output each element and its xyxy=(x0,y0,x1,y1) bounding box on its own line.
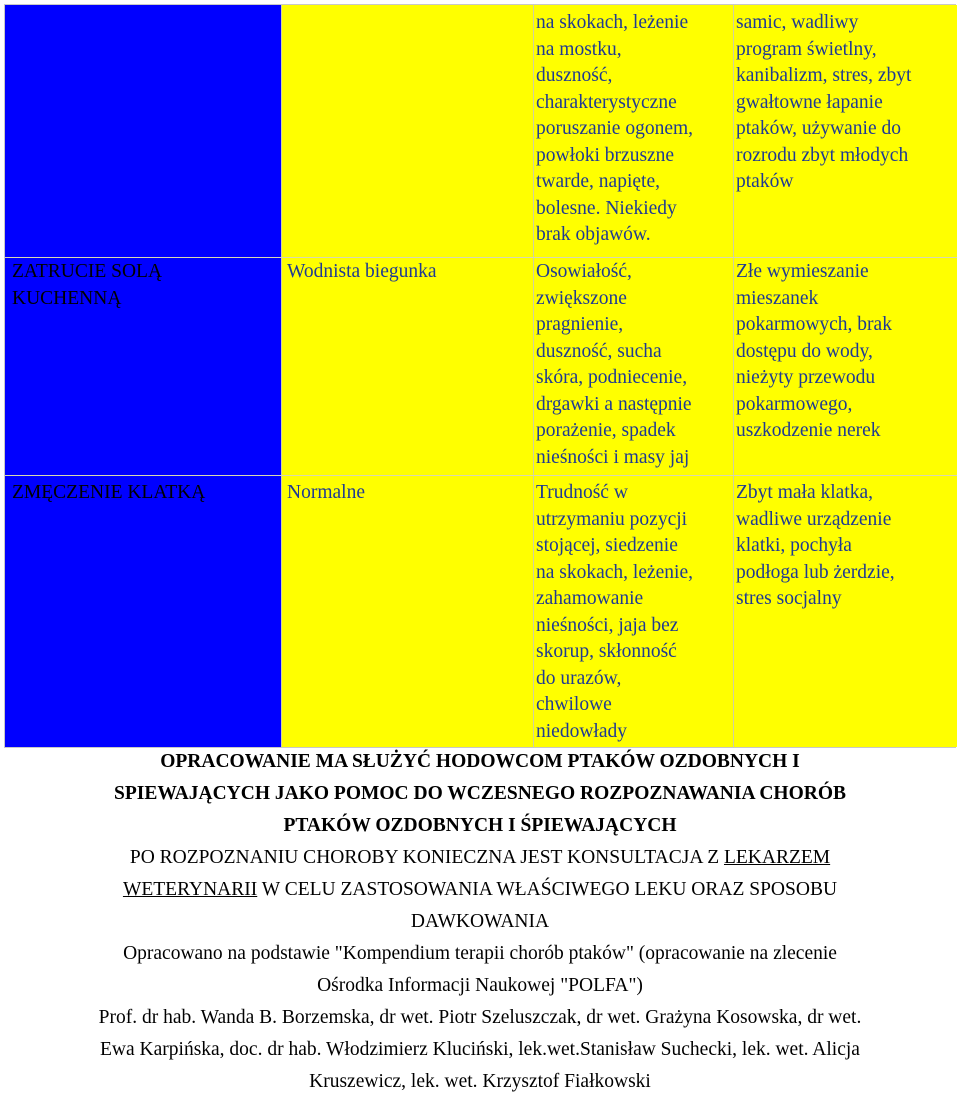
authors-line: Kruszewicz, lek. wet. Krzysztof Fiałkowski xyxy=(309,1071,651,1092)
droppings-column xyxy=(281,5,533,747)
purpose-line: PTAKÓW OZDOBNYCH I ŚPIEWAJĄCYCH xyxy=(283,815,677,836)
source-line: Ośrodka Informacji Naukowej "POLFA") xyxy=(317,975,643,996)
notice-text: PO ROZPOZNANIU CHOROBY KONIECZNA JEST KONSULTACJA Z xyxy=(129,847,724,868)
droppings-cell-cage-fatigue: Normalne xyxy=(287,482,365,503)
disease-table xyxy=(4,4,956,748)
vet-link[interactable]: WETERYNARII xyxy=(122,879,258,900)
authors-line: Prof. dr hab. Wanda B. Borzemska, dr wet. Piotr Szeluszczak, dr wet. Grażyna Kosowska, dr wet. xyxy=(98,1007,862,1028)
disease-column xyxy=(5,5,281,747)
causes-cell-row0: samic, wadliwy program świetlny, kanibalizm, stres, zbyt gwałtowne łapanie ptaków, używanie do rozrodu zbyt młodych ptaków xyxy=(736,12,912,192)
symptoms-cell-row0: na skokach, leżenie na mostku, duszność, charakterystyczne poruszanie ogonem, powłoki brzuszne twarde, napięte, bolesne. Niekiedy brak objawów. xyxy=(536,12,694,245)
disease-cell-cage-fatigue: ZMĘCZENIE KLATKĄ xyxy=(12,482,206,503)
consultation-notice xyxy=(0,842,960,874)
causes-cell-cage-fatigue: Zbyt mała klatka, wadliwe urządzenie klatki, pochyła podłoga lub żerdzie, stres socjalny xyxy=(736,482,895,609)
source-line: Opracowano na podstawie "Kompendium terapii chorób ptaków" (opracowanie na zlecenie xyxy=(123,943,837,964)
disease-cell-salt-poisoning: ZATRUCIE SOLĄ KUCHENNĄ xyxy=(12,261,163,309)
vet-link[interactable]: LEKARZEM xyxy=(723,847,831,868)
droppings-cell-salt-poisoning: Wodnista biegunka xyxy=(287,261,437,282)
notice-text: W CELU ZASTOSOWANIA WŁAŚCIWEGO LEKU ORAZ SPOSOBU xyxy=(257,879,838,900)
consultation-notice: DAWKOWANIA xyxy=(410,911,550,932)
consultation-notice xyxy=(0,874,960,906)
causes-cell-salt-poisoning: Złe wymieszanie mieszanek pokarmowych, brak dostępu do wody, nieżyty przewodu pokarmowego, uszkodzenie nerek xyxy=(736,261,892,441)
symptoms-cell-salt-poisoning: Osowiałość, zwiększone pragnienie, duszność, sucha skóra, podniecenie, drgawki a następnie porażenie, spadek nieśności i masy jaj xyxy=(536,261,692,468)
row-divider xyxy=(5,257,957,258)
purpose-line: SPIEWAJĄCYCH JAKO POMOC DO WCZESNEGO ROZPOZNAWANIA CHORÓB xyxy=(113,783,847,804)
row-divider xyxy=(5,475,957,476)
symptoms-cell-cage-fatigue: Trudność w utrzymaniu pozycji stojącej, siedzenie na skokach, leżenie, zahamowanie nieśności, jaja bez skorup, skłonność do urazów, chwilowe niedowłady xyxy=(536,482,694,742)
footer-notes xyxy=(0,746,960,1096)
purpose-line: OPRACOWANIE MA SŁUŻYĆ HODOWCOM PTAKÓW OZDOBNYCH I xyxy=(160,751,800,772)
authors-line: Ewa Karpińska, doc. dr hab. Włodzimierz Kluciński, lek.wet.Stanisław Suchecki, lek. wet. Alicja xyxy=(100,1039,860,1060)
